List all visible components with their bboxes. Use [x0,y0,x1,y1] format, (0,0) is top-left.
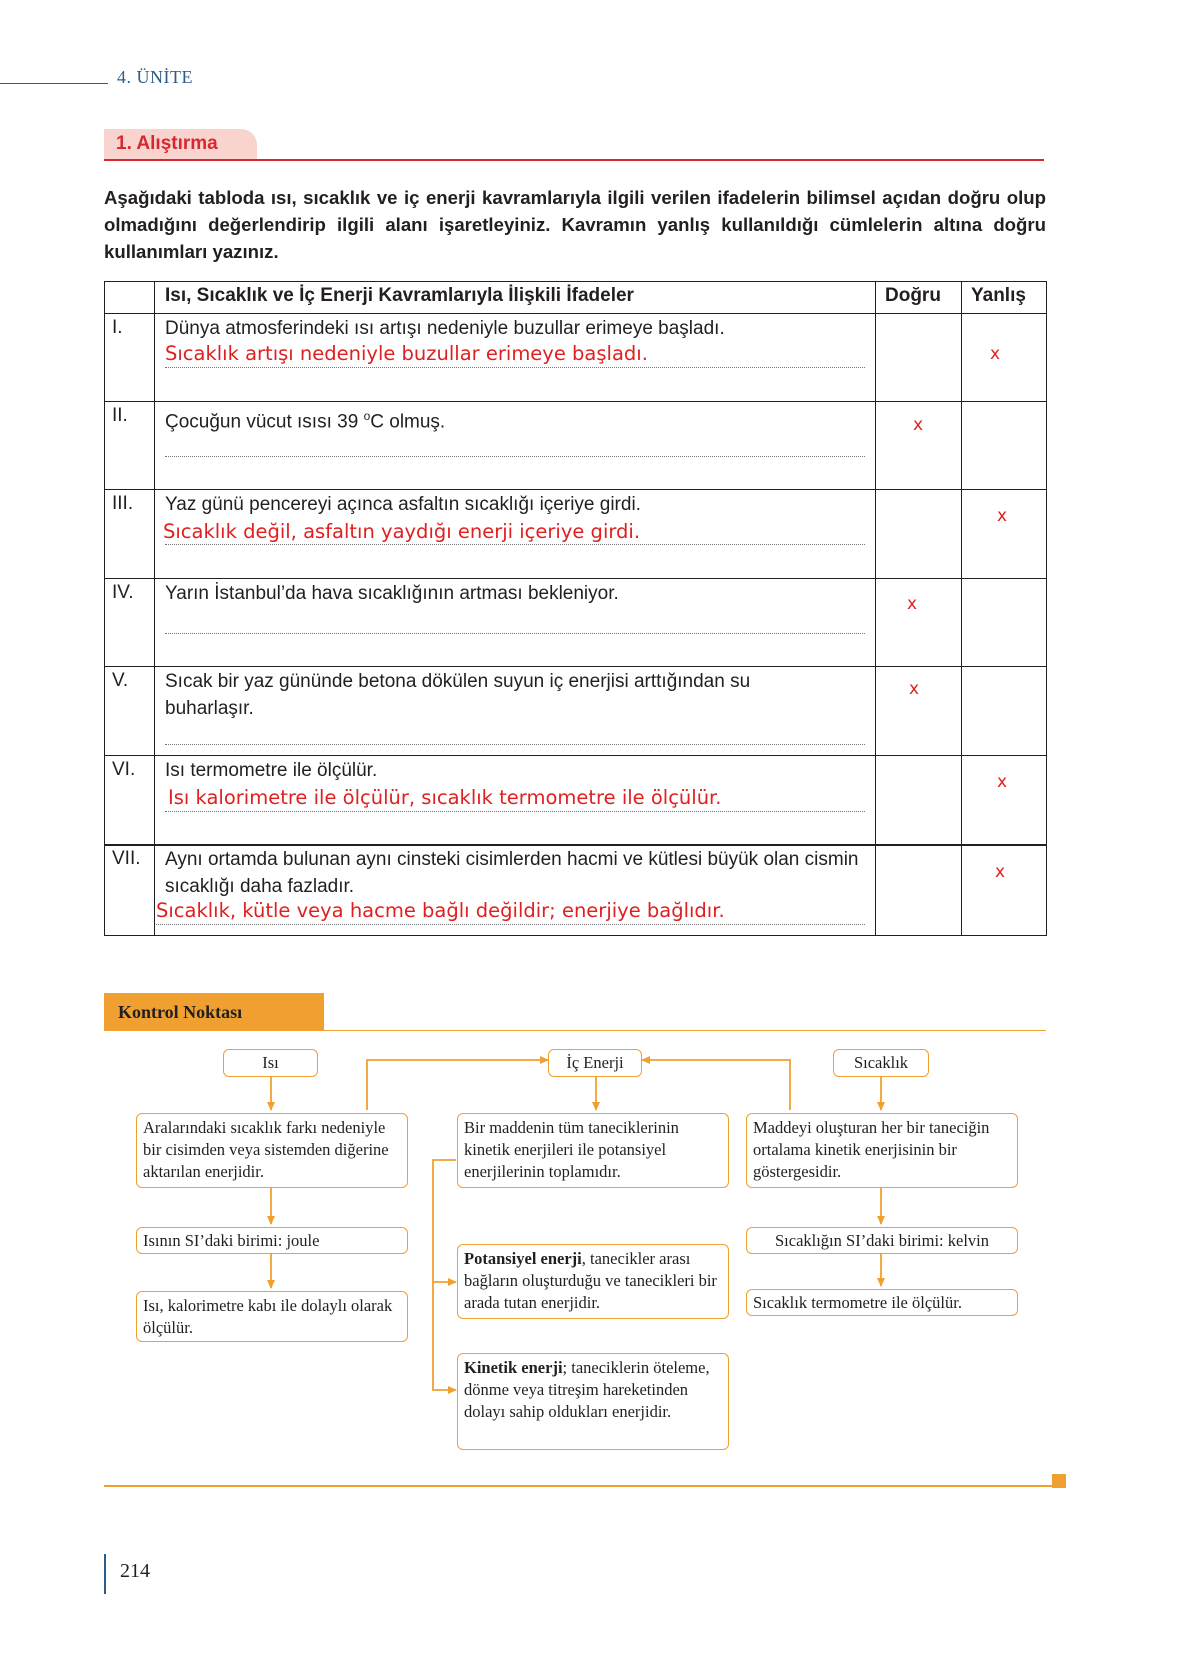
row-statement: Çocuğun vücut ısısı 39 $^o$C olmuş. [165,409,446,433]
row-statement: Isı termometre ile ölçülür. [165,760,378,781]
mark-false: x [990,344,1001,364]
section-end-square [1052,1474,1066,1488]
row-number: V. [112,670,129,691]
kinetik-enerji-box [457,1353,729,1450]
row-statement: Dünya atmosferindeki ısı artışı nedeniyle buzullar erimeye başladı. [165,318,725,339]
sicaklik-measure-box: Sıcaklık termometre ile ölçülür. [746,1289,1018,1316]
row-answer: Isı kalorimetre ile ölçülür, sıcaklık termometre ile ölçülür. [168,786,722,809]
row-number: II. [112,405,128,426]
row-answer: Sıcaklık artışı nedeniyle buzullar erimeye başladı. [165,342,648,365]
header-false: Yanlış [971,285,1026,306]
header-statements: Isı, Sıcaklık ve İç Enerji Kavramlarıyla İlişkili İfadeler [165,285,634,306]
row-number: III. [112,493,134,514]
row-answer: Sıcaklık, kütle veya hacme bağlı değildir; enerjiye bağlıdır. [156,899,725,922]
kinetik-enerji-term: Kinetik enerji [464,1358,563,1377]
row-statement: Yarın İstanbul’da hava sıcaklığının artması bekleniyor. [165,583,619,604]
sicaklik-unit-box: Sıcaklığın SI’daki birimi: kelvin [746,1227,1018,1254]
unit-label: 4. ÜNİTE [117,67,193,87]
mark-true: x [909,679,920,699]
exercise-instructions: Aşağıdaki tabloda ısı, sıcaklık ve iç enerji kavramlarıyla ilgili verilen ifadelerin bilimsel açıdan doğru olup olmadığını değerlendirip ilgili alanı işaretleyiniz. Kavramın yanlış kullanıldığı cümlelerin altına doğru kullanımları yazınız. [104,187,1046,262]
mark-true: x [913,415,924,435]
row-statement: Sıcak bir yaz gününde betona dökülen suyun iç enerjisi arttığından su buharlaşır. [165,671,751,719]
mark-true: x [907,594,918,614]
isi-unit-box: Isının SI’daki birimi: joule [136,1227,408,1254]
page-number-bar [104,1554,106,1594]
mark-false: x [995,862,1006,882]
sicaklik-definition-box: Maddeyi oluşturan her bir taneciğin ortalama kinetik enerjisinin bir göstergesidir. [746,1113,1018,1188]
isi-measure-box: Isı, kalorimetre kabı ile dolaylı olarak ölçülür. [136,1291,408,1342]
page-number: 214 [120,1560,150,1582]
row-number: VII. [112,848,141,869]
ic-enerji-label-box: İç Enerji [548,1049,642,1077]
section-end-rule [104,1485,1066,1487]
potansiyel-enerji-box [457,1244,729,1319]
row-number: I. [112,317,123,338]
row-answer: Sıcaklık değil, asfaltın yaydığı enerji içeriye girdi. [163,520,641,543]
mark-false: x [997,506,1008,526]
isi-label-box: Isı [223,1049,318,1077]
potansiyel-enerji-term: Potansiyel enerji [464,1249,582,1268]
sicaklik-label-box: Sıcaklık [833,1049,929,1077]
ic-enerji-definition-box: Bir maddenin tüm taneciklerinin kinetik enerjileri ile potansiyel enerjilerinin toplamıdır. [457,1113,729,1188]
row-statement: Aynı ortamda bulunan aynı cinsteki cisimlerden hacmi ve kütlesi büyük olan cismin sıcaklığı daha fazladır. [165,849,859,897]
exercise-title: 1. Alıştırma [104,129,257,159]
potansiyel-enerji-text: , tanecikler arası bağların oluşturduğu ve tanecikleri bir arada tutan enerjidir. [464,1249,717,1312]
row-number: IV. [112,582,134,603]
kontrol-title: Kontrol Noktası [104,993,324,1031]
row-number: VI. [112,759,136,780]
kinetik-enerji-text: ; taneciklerin öteleme, dönme veya titreşim hareketinden dolayı sahip oldukları enerjidir. [464,1358,710,1421]
isi-definition-box: Aralarındaki sıcaklık farkı nedeniyle bir cisimden veya sistemden diğerine aktarılan enerjidir. [136,1113,408,1188]
header-true: Doğru [885,285,941,306]
row-statement: Yaz günü pencereyi açınca asfaltın sıcaklığı içeriye girdi. [165,494,641,515]
mark-false: x [997,772,1008,792]
